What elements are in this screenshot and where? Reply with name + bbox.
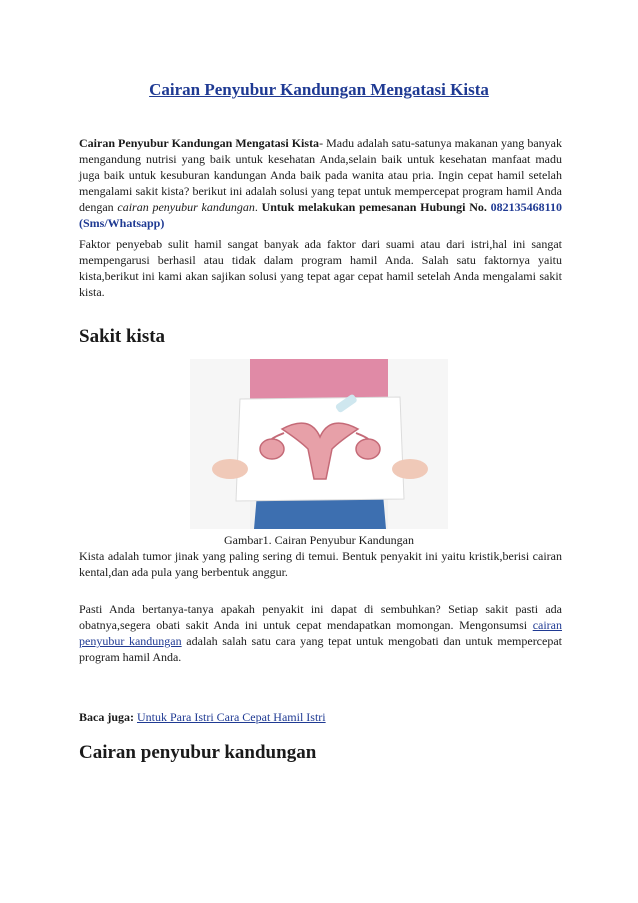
- read-also-label: Baca juga:: [79, 710, 134, 724]
- read-also-link[interactable]: Untuk Para Istri Cara Cepat Hamil Istri: [137, 710, 326, 724]
- intro-text-2: .: [254, 200, 262, 214]
- intro-lead: Cairan Penyubur Kandungan Mengatasi Kista: [79, 136, 320, 150]
- section-heading-cairan-penyubur: Cairan penyubur kandungan: [79, 742, 317, 763]
- read-also: [79, 710, 326, 725]
- treatment-text: Pasti Anda bertanya-tanya apakah penyakit ini dapat di sembuhkan? Setiap sakit pasti ada obatnya,segera obati sakit Anda ini untuk cepat mendapatkan momongan. Mengonsumsi: [79, 602, 562, 632]
- page-title[interactable]: Cairan Penyubur Kandungan Mengatasi Kista: [149, 80, 489, 99]
- uterus-illustration-image: [190, 359, 448, 529]
- cairan-penyubur-link[interactable]: cairan penyubur kandungan: [79, 618, 562, 648]
- treatment-paragraph: [79, 601, 562, 665]
- order-info: Untuk melakukan pemesanan Hubungi No.: [261, 200, 487, 214]
- phone-number[interactable]: 082135468110 (Sms/Whatsapp): [79, 200, 562, 230]
- kista-definition-paragraph: Kista adalah tumor jinak yang paling sering di temui. Bentuk penyakit ini yaitu kristik,berisi cairan kental,dan ada pula yang berbentuk anggur.: [79, 549, 562, 579]
- intro-italic-keyword: cairan penyubur kandungan: [117, 200, 255, 214]
- section-heading-sakit-kista: Sakit kista: [79, 326, 166, 347]
- cause-paragraph: Faktor penyebab sulit hamil sangat banyak ada faktor dari suami atau dari istri,hal ini sangat mempengarusi berhasil atau tidak dalam program hamil Anda. Salah satu faktornya yaitu kista,berikut ini kami akan sajikan solusi yang tepat agar cepat hamil setelah Anda mengalami sakit kista.: [79, 237, 562, 299]
- treatment-text-2: adalah salah satu cara yang tepat untuk mengobati dan untuk mempercepat program hamil Anda.: [79, 634, 562, 664]
- intro-text: - Madu adalah satu-satunya makanan yang banyak mengandung nutrisi yang baik untuk kesehatan Anda,selain baik untuk kesehatan manfaat madu juga baik untuk kesuburan kandungan Anda baik pada wanita atau pria. Ingin cepat hamil setelah mengalami sakit kista? berikut ini adalah solusi yang tepat untuk mempercepat program hamil Anda dengan: [79, 136, 562, 214]
- figure-caption: Gambar1. Cairan Penyubur Kandungan: [224, 533, 414, 547]
- intro-paragraph: [79, 135, 562, 231]
